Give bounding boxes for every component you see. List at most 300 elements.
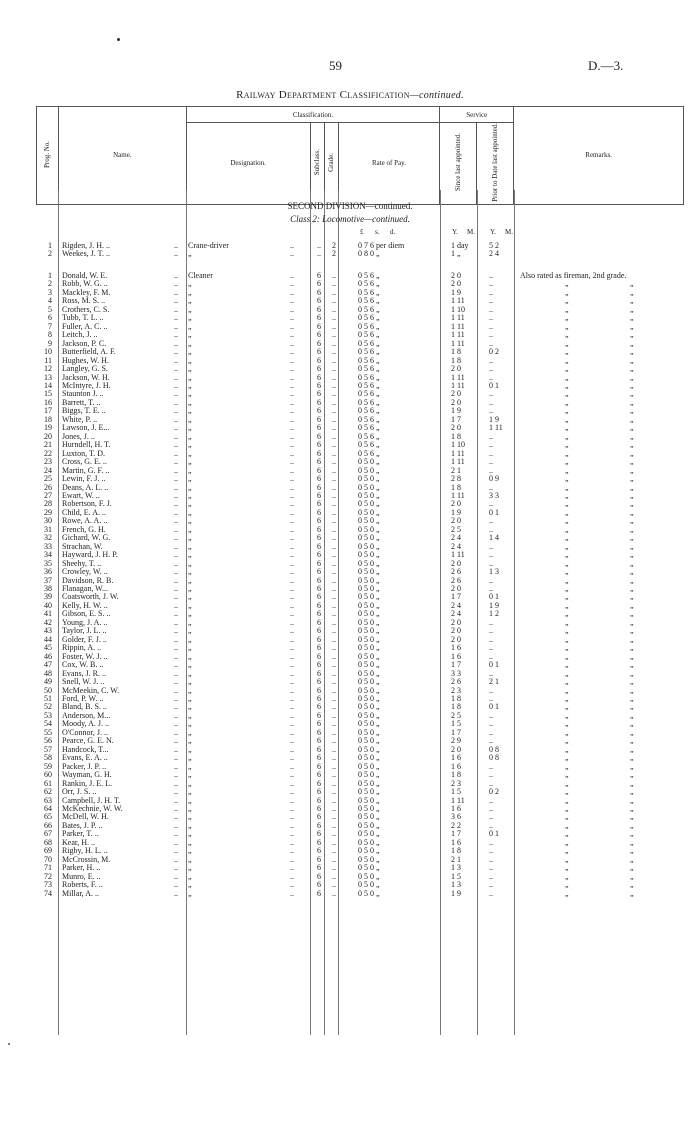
cell-remarks-ditto: „ — [630, 313, 634, 323]
leader-dots: .. — [174, 829, 178, 839]
cell-designation: „ — [188, 617, 192, 627]
leader-dots: .. — [290, 241, 294, 250]
cell-remarks-ditto: „ — [630, 558, 634, 568]
cell-remarks-ditto: „ — [630, 651, 634, 661]
cell-name: Bland, B. S. .. — [62, 702, 107, 712]
cell-designation: „ — [188, 643, 192, 653]
cell-remarks: „ — [565, 744, 569, 754]
cell-since: 1 8 — [451, 694, 461, 703]
ink-dot — [117, 38, 120, 41]
cell-prior: .. — [489, 364, 493, 374]
leader-dots: .. — [290, 643, 294, 653]
cell-name: Rowe, A. A. .. — [62, 516, 108, 526]
cell-designation: „ — [188, 778, 192, 788]
leader-dots: .. — [174, 880, 178, 890]
cell-sub: 6 — [317, 863, 321, 873]
cell-prior: .. — [489, 330, 493, 340]
cell-name: Rigby, H. L. .. — [62, 846, 108, 856]
cell-remarks: „ — [565, 380, 569, 390]
cell-designation: „ — [188, 736, 192, 746]
cell-pay: 0 5 6 „ — [358, 397, 380, 407]
cell-no: 15 — [44, 389, 52, 399]
cell-remarks: „ — [565, 812, 569, 822]
cell-grade: .. — [332, 846, 336, 856]
cell-pay: 0 5 0 „ — [358, 626, 380, 636]
leader-dots: .. — [174, 778, 178, 788]
leader-dots: .. — [174, 465, 178, 475]
cell-prior: .. — [489, 617, 493, 627]
cell-grade: .. — [332, 600, 336, 610]
cell-sub: 6 — [317, 820, 321, 830]
cell-grade: .. — [332, 668, 336, 678]
cell-designation: „ — [188, 389, 192, 399]
cell-grade: .. — [332, 296, 336, 306]
leader-dots: .. — [174, 364, 178, 374]
leader-dots: .. — [174, 710, 178, 720]
cell-remarks: „ — [565, 321, 569, 331]
cell-name: Campbell, J. H. T. — [62, 795, 121, 805]
cell-sub: 6 — [317, 626, 321, 636]
leader-dots: .. — [290, 347, 294, 357]
cell-name: O'Connor, J. .. — [62, 727, 109, 737]
cell-designation: „ — [188, 541, 192, 551]
cell-remarks-ditto: „ — [630, 279, 634, 289]
cell-prior: .. — [489, 465, 493, 475]
cell-pay: 0 7 6 per diem — [358, 241, 405, 250]
cell-grade: .. — [332, 567, 336, 577]
cell-no: 38 — [44, 584, 52, 594]
cell-sub: 6 — [317, 694, 321, 703]
cell-grade: .. — [332, 389, 336, 399]
cell-sub: 6 — [317, 770, 321, 780]
cell-sub: 6 — [317, 474, 321, 484]
cell-name: Ross, M. S. .. — [62, 296, 106, 306]
cell-remarks-ditto: „ — [630, 854, 634, 864]
cell-no: 48 — [44, 668, 52, 678]
cell-designation: „ — [188, 296, 192, 306]
cell-name: Rigden, J. H. .. — [62, 241, 110, 250]
leader-dots: .. — [290, 541, 294, 551]
cell-designation: „ — [188, 249, 192, 259]
leader-dots: .. — [174, 820, 178, 830]
cell-designation: „ — [188, 279, 192, 289]
cell-prior: .. — [489, 778, 493, 788]
cell-no: 14 — [44, 380, 52, 390]
cell-remarks: „ — [565, 296, 569, 306]
cell-pay: 0 5 0 „ — [358, 668, 380, 678]
cell-since: 1 11 — [451, 795, 465, 805]
cell-no: 66 — [44, 820, 52, 830]
name-header: Name. — [58, 107, 186, 205]
cell-pay: 0 5 6 „ — [358, 355, 380, 365]
cell-designation: „ — [188, 355, 192, 365]
leader-dots: .. — [174, 668, 178, 678]
leader-dots: .. — [290, 710, 294, 720]
cell-pay: 0 5 6 „ — [358, 431, 380, 441]
cell-designation: „ — [188, 770, 192, 780]
cell-no: 11 — [44, 355, 52, 365]
cell-prior: 0 1 — [489, 829, 499, 839]
cell-prior: .. — [489, 626, 493, 636]
cell-prior: 2 1 — [489, 677, 499, 687]
cell-name: Coatsworth, J. W. — [62, 592, 119, 602]
cell-prior: .. — [489, 313, 493, 323]
cell-no: 69 — [44, 846, 52, 856]
leader-dots: .. — [290, 744, 294, 754]
prog-no-header: Prog. No. — [37, 107, 59, 205]
cell-since: 2 0 — [451, 271, 461, 280]
cell-remarks-ditto: „ — [630, 787, 634, 797]
cell-sub: 6 — [317, 727, 321, 737]
cell-pay: 0 5 6 „ — [358, 406, 380, 416]
cell-since: 1 9 — [451, 406, 461, 416]
cell-since: 1 11 — [451, 313, 465, 323]
cell-remarks: „ — [565, 423, 569, 433]
leader-dots: .. — [174, 575, 178, 585]
cell-grade: .. — [332, 533, 336, 543]
cell-remarks: „ — [565, 753, 569, 763]
cell-name: Leitch, J. .. — [62, 330, 98, 340]
leader-dots: .. — [174, 871, 178, 881]
cell-since: 2 4 — [451, 541, 461, 551]
cell-prior: .. — [489, 761, 493, 771]
cell-remarks: „ — [565, 803, 569, 813]
cell-remarks: „ — [565, 863, 569, 873]
cell-remarks-ditto: „ — [630, 888, 634, 898]
leader-dots: .. — [290, 516, 294, 526]
cell-since: 1 11 — [451, 490, 465, 500]
cell-remarks-ditto: „ — [630, 296, 634, 306]
leader-dots: .. — [174, 719, 178, 729]
leader-dots: .. — [290, 313, 294, 323]
cell-remarks: „ — [565, 634, 569, 644]
cell-grade: .. — [332, 694, 336, 703]
leader-dots: .. — [290, 736, 294, 746]
cell-since: 2 6 — [451, 677, 461, 687]
cell-prior: .. — [489, 694, 493, 703]
cell-grade: .. — [332, 524, 336, 534]
leader-dots: .. — [174, 634, 178, 644]
cell-name: Mackley, F. M. — [62, 287, 111, 297]
remarks-header: Remarks. — [514, 107, 684, 205]
cell-designation: „ — [188, 812, 192, 822]
cell-no: 6 — [48, 313, 52, 323]
cell-remarks: „ — [565, 770, 569, 780]
cell-since: 2 0 — [451, 744, 461, 754]
cell-remarks: „ — [565, 490, 569, 500]
cell-grade: .. — [332, 516, 336, 526]
cell-no: 4 — [48, 296, 52, 306]
cell-pay: 0 5 0 „ — [358, 617, 380, 627]
cell-remarks: „ — [565, 516, 569, 526]
leader-dots: .. — [290, 372, 294, 382]
cell-since: 2 9 — [451, 736, 461, 746]
cell-sub: 6 — [317, 685, 321, 695]
cell-since: 2 3 — [451, 685, 461, 695]
cell-since: 2 0 — [451, 584, 461, 594]
cell-name: Golder, F. J. .. — [62, 634, 107, 644]
cell-name: Weekes, J. T. .. — [62, 249, 110, 259]
leader-dots: .. — [290, 414, 294, 424]
cell-remarks: „ — [565, 406, 569, 416]
cell-remarks: „ — [565, 541, 569, 551]
cell-since: 2 5 — [451, 710, 461, 720]
leader-dots: .. — [290, 507, 294, 517]
cell-grade: .. — [332, 347, 336, 357]
leader-dots: .. — [290, 888, 294, 898]
cell-name: Hurndell, H. T. — [62, 440, 111, 450]
cell-name: Taylor, J. L. .. — [62, 626, 107, 636]
cell-pay: 0 5 6 „ — [358, 330, 380, 340]
cell-grade: .. — [332, 431, 336, 441]
leader-dots: .. — [174, 787, 178, 797]
cell-since: 1 „ — [451, 249, 461, 259]
cell-sub: 6 — [317, 617, 321, 627]
cell-no: 37 — [44, 575, 52, 585]
cell-no: 71 — [44, 863, 52, 873]
cell-remarks-ditto: „ — [630, 330, 634, 340]
cell-since: 1 6 — [451, 753, 461, 763]
cell-sub: 6 — [317, 516, 321, 526]
leader-dots: .. — [290, 702, 294, 712]
leader-dots: .. — [174, 770, 178, 780]
unit-years: Y. — [452, 228, 458, 236]
cell-remarks: „ — [565, 719, 569, 729]
cell-prior: 0 1 — [489, 660, 499, 670]
cell-grade: .. — [332, 837, 336, 847]
cell-name: Child, E. A. .. — [62, 507, 107, 517]
cell-pay: 0 5 0 „ — [358, 803, 380, 813]
leader-dots: .. — [174, 397, 178, 407]
cell-pay: 0 5 0 „ — [358, 744, 380, 754]
cell-designation: „ — [188, 533, 192, 543]
cell-grade: .. — [332, 710, 336, 720]
subclass-header: Subclass. — [310, 123, 324, 205]
cell-pay: 0 5 6 „ — [358, 389, 380, 399]
cell-grade: .. — [332, 829, 336, 839]
leader-dots: .. — [174, 313, 178, 323]
leader-dots: .. — [174, 406, 178, 416]
leader-dots: .. — [290, 660, 294, 670]
cell-designation: „ — [188, 592, 192, 602]
cell-no: 52 — [44, 702, 52, 712]
cell-grade: .. — [332, 406, 336, 416]
cell-remarks-ditto: „ — [630, 820, 634, 830]
leader-dots: .. — [290, 550, 294, 560]
cell-since: 2 0 — [451, 364, 461, 374]
cell-sub: 6 — [317, 490, 321, 500]
cell-grade: .. — [332, 465, 336, 475]
cell-no: 2 — [48, 249, 52, 259]
leader-dots: .. — [290, 499, 294, 509]
cell-prior: .. — [489, 668, 493, 678]
cell-remarks-ditto: „ — [630, 364, 634, 374]
cell-pay: 0 5 0 „ — [358, 736, 380, 746]
cell-remarks: „ — [565, 592, 569, 602]
cell-remarks: „ — [565, 761, 569, 771]
cell-since: 2 4 — [451, 609, 461, 619]
cell-prior: 0 8 — [489, 753, 499, 763]
cell-prior: 1 2 — [489, 609, 499, 619]
cell-pay: 0 5 0 „ — [358, 465, 380, 475]
cell-no: 23 — [44, 457, 52, 467]
cell-remarks-ditto: „ — [630, 592, 634, 602]
cell-since: 1 9 — [451, 888, 461, 898]
cell-name: Ford, P. W. .. — [62, 694, 104, 703]
cell-name: Davidson, R. B. — [62, 575, 114, 585]
leader-dots: .. — [290, 761, 294, 771]
cell-remarks-ditto: „ — [630, 880, 634, 890]
cell-sub: 6 — [317, 507, 321, 517]
cell-since: 1 6 — [451, 643, 461, 653]
cell-remarks: „ — [565, 465, 569, 475]
cell-grade: .. — [332, 744, 336, 754]
cell-name: McIntyre, J. H. — [62, 380, 111, 390]
cell-remarks-ditto: „ — [630, 812, 634, 822]
cell-pay: 0 5 6 „ — [358, 414, 380, 424]
cell-sub: 6 — [317, 457, 321, 467]
cell-since: 2 6 — [451, 575, 461, 585]
cell-no: 57 — [44, 744, 52, 754]
leader-dots: .. — [290, 457, 294, 467]
cell-no: 32 — [44, 533, 52, 543]
leader-dots: .. — [174, 584, 178, 594]
cell-prior: .. — [489, 541, 493, 551]
cell-grade: .. — [332, 787, 336, 797]
cell-no: 27 — [44, 490, 52, 500]
cell-designation: „ — [188, 313, 192, 323]
cell-remarks-ditto: „ — [630, 490, 634, 500]
cell-remarks-ditto: „ — [630, 524, 634, 534]
cell-remarks-ditto: „ — [630, 423, 634, 433]
cell-no: 10 — [44, 347, 52, 357]
cell-pay: 0 5 0 „ — [358, 550, 380, 560]
cell-grade: .. — [332, 736, 336, 746]
cell-remarks-ditto: „ — [630, 287, 634, 297]
leader-dots: .. — [174, 592, 178, 602]
cell-since: 1 5 — [451, 871, 461, 881]
leader-dots: .. — [174, 694, 178, 703]
cell-grade: .. — [332, 803, 336, 813]
cell-name: Gibson, E. S. .. — [62, 609, 111, 619]
cell-remarks-ditto: „ — [630, 778, 634, 788]
cell-pay: 0 5 0 „ — [358, 533, 380, 543]
cell-remarks-ditto: „ — [630, 643, 634, 653]
ink-dot — [8, 1043, 10, 1045]
cell-sub: 6 — [317, 296, 321, 306]
cell-pay: 0 5 6 „ — [358, 296, 380, 306]
cell-sub: 6 — [317, 702, 321, 712]
leader-dots: .. — [290, 753, 294, 763]
leader-dots: .. — [174, 279, 178, 289]
cell-pay: 0 5 0 „ — [358, 854, 380, 864]
cell-remarks-ditto: „ — [630, 736, 634, 746]
cell-prior: 0 1 — [489, 592, 499, 602]
cell-grade: .. — [332, 541, 336, 551]
cell-prior: .. — [489, 871, 493, 881]
cell-grade: .. — [332, 448, 336, 458]
cell-no: 2 — [48, 279, 52, 289]
cell-pay: 0 5 6 „ — [358, 380, 380, 390]
leader-dots: .. — [174, 761, 178, 771]
cell-since: 2 2 — [451, 820, 461, 830]
leader-dots: .. — [290, 846, 294, 856]
cell-since: 2 4 — [451, 533, 461, 543]
cell-grade: .. — [332, 584, 336, 594]
cell-grade: 2 — [332, 249, 336, 259]
cell-designation: „ — [188, 634, 192, 644]
cell-remarks: „ — [565, 313, 569, 323]
cell-name: Parker, T. .. — [62, 829, 99, 839]
cell-prior: .. — [489, 279, 493, 289]
cell-no: 1 — [48, 241, 52, 250]
cell-remarks: „ — [565, 694, 569, 703]
leader-dots: .. — [174, 677, 178, 687]
cell-remarks-ditto: „ — [630, 550, 634, 560]
cell-pay: 0 5 0 „ — [358, 474, 380, 484]
cell-remarks: „ — [565, 347, 569, 357]
cell-sub: 6 — [317, 880, 321, 890]
cell-sub: 6 — [317, 778, 321, 788]
cell-sub: 6 — [317, 550, 321, 560]
cell-prior: .. — [489, 584, 493, 594]
cell-designation: „ — [188, 710, 192, 720]
cell-no: 60 — [44, 770, 52, 780]
cell-since: 1 6 — [451, 803, 461, 813]
cell-sub: 6 — [317, 677, 321, 687]
cell-prior: .. — [489, 372, 493, 382]
cell-no: 53 — [44, 710, 52, 720]
cell-since: 1 8 — [451, 770, 461, 780]
cell-since: 1 11 — [451, 380, 465, 390]
cell-designation: „ — [188, 677, 192, 687]
cell-pay: 0 5 0 „ — [358, 787, 380, 797]
cell-remarks: „ — [565, 279, 569, 289]
cell-since: 3 3 — [451, 668, 461, 678]
cell-no: 26 — [44, 482, 52, 492]
cell-no: 21 — [44, 440, 52, 450]
cell-no: 72 — [44, 871, 52, 881]
cell-sub: 6 — [317, 271, 321, 280]
cell-remarks-ditto: „ — [630, 440, 634, 450]
cell-remarks-ditto: „ — [630, 626, 634, 636]
cell-sub: 6 — [317, 634, 321, 644]
cell-designation: „ — [188, 609, 192, 619]
cell-pay: 0 5 0 „ — [358, 651, 380, 661]
cell-name: Barrett, T. .. — [62, 397, 101, 407]
leader-dots: .. — [290, 490, 294, 500]
cell-remarks: „ — [565, 397, 569, 407]
leader-dots: .. — [174, 685, 178, 695]
cell-grade: .. — [332, 685, 336, 695]
cell-since: 1 3 — [451, 880, 461, 890]
cell-sub: 6 — [317, 761, 321, 771]
cell-sub: 6 — [317, 812, 321, 822]
cell-grade: .. — [332, 474, 336, 484]
cell-remarks-ditto: „ — [630, 355, 634, 365]
cell-since: 2 1 — [451, 854, 461, 864]
cell-since: 1 3 — [451, 863, 461, 873]
cell-no: 19 — [44, 423, 52, 433]
cell-grade: .. — [332, 380, 336, 390]
cell-sub: 6 — [317, 423, 321, 433]
cell-no: 65 — [44, 812, 52, 822]
cell-name: Rankin, J. E. L. — [62, 778, 112, 788]
cell-sub: 6 — [317, 660, 321, 670]
cell-no: 30 — [44, 516, 52, 526]
leader-dots: .. — [174, 249, 178, 259]
cell-sub: 6 — [317, 355, 321, 365]
